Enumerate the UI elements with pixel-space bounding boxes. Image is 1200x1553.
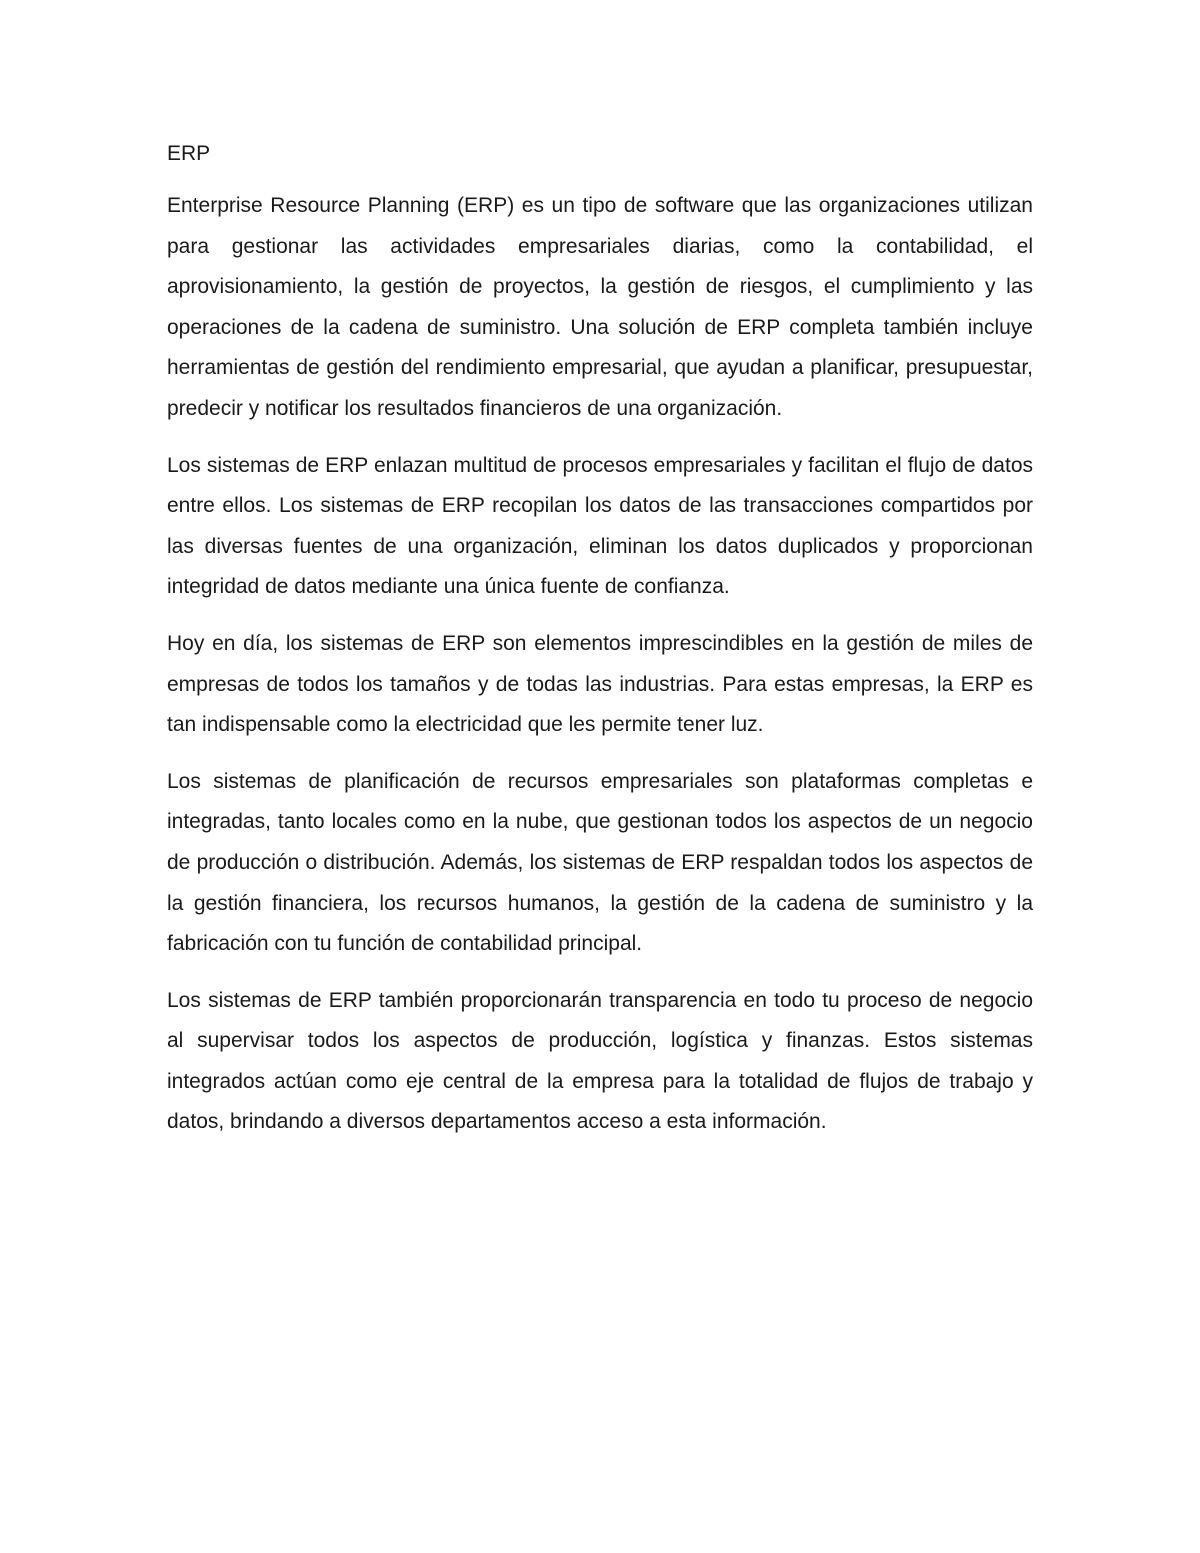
paragraph-erp-importance: Hoy en día, los sistemas de ERP son elementos imprescindibles en la gestión de miles de empresas de todos los tamaños y de todas las industrias. Para estas empresas, la ERP es tan indispensable como la electricidad que les permite tener luz. xyxy=(167,631,1033,737)
paragraph-erp-transparency: Los sistemas de ERP también proporcionarán transparencia en todo tu proceso de negocio al supervisar todos los aspectos de producción, logística y finanzas. Estos sistemas integrados actúan como eje central de la empresa para la totalidad de flujos de trabajo y datos, brindando a diversos departamentos acceso a esta información. xyxy=(167,988,1033,1134)
paragraph-erp-processes: Los sistemas de ERP enlazan multitud de procesos empresariales y facilitan el flujo de datos entre ellos. Los sistemas de ERP recopilan los datos de las transacciones compartidos por las diversas fuentes de una organización, eliminan los datos duplicados y proporcionan integridad de datos mediante una única fuente de confianza. xyxy=(167,453,1033,599)
paragraph-erp-definition: Enterprise Resource Planning (ERP) es un tipo de software que las organizaciones utilizan para gestionar las actividades empresariales diarias, como la contabilidad, el aprovisionamiento, la gestión de proyectos, la gestión de riesgos, el cumplimiento y las operaciones de la cadena de suministro. Una solución de ERP completa también incluye herramientas de gestión del rendimiento empresarial, que ayudan a planificar, presupuestar, predecir y notificar los resultados financieros de una organización. xyxy=(167,194,1033,420)
paragraph-erp-platforms: Los sistemas de planificación de recursos empresariales son plataformas completas e integradas, tanto locales como en la nube, que gestionan todos los aspectos de un negocio de producción o distribución. Además, los sistemas de ERP respaldan todos los aspectos de la gestión financiera, los recursos humanos, la gestión de la cadena de suministro y la fabricación con tu función de contabilidad principal. xyxy=(167,769,1033,956)
document-title: ERP xyxy=(167,142,211,165)
document-body xyxy=(167,138,1033,1159)
